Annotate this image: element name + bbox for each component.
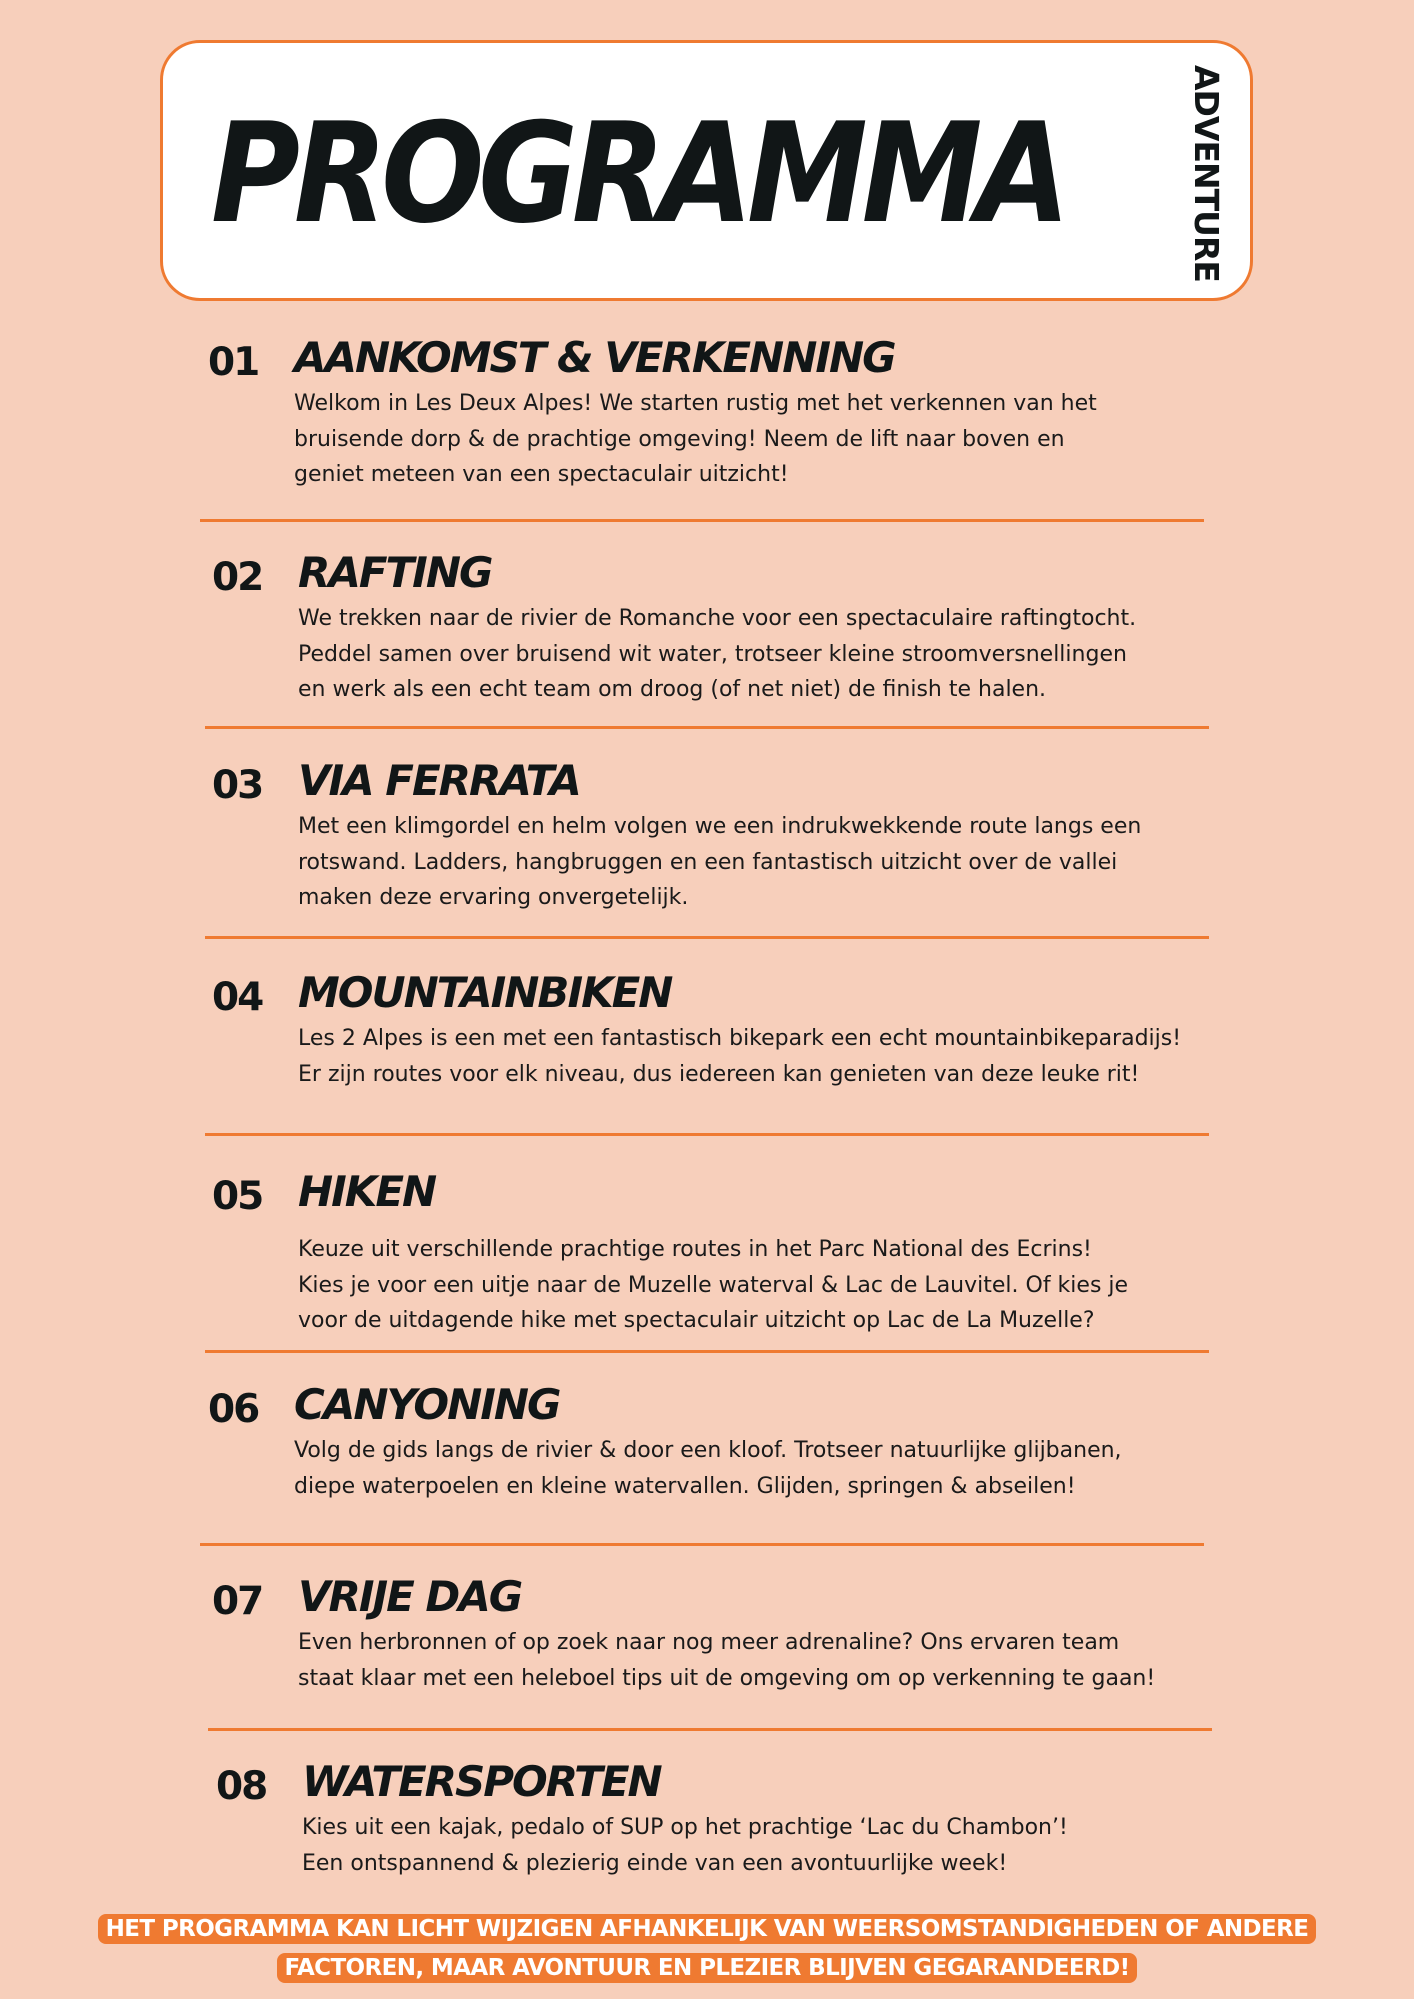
divider (205, 1350, 1209, 1353)
item-title: VRIJE DAG (298, 1572, 522, 1621)
item-description: Les 2 Alpes is een met een fantastisch bikepark een echt mountainbikeparadijs! Er zijn routes voor elk niveau, dus iedereen kan genieten van deze leuke rit! (298, 1026, 1182, 1087)
footer-note-line-2: FACTOREN, MAAR AVONTUUR EN PLEZIER BLIJVEN GEGARANDEERD! (0, 1950, 1414, 1987)
item-number: 02 (212, 555, 263, 600)
item-title: MOUNTAINBIKEN (298, 968, 672, 1017)
item-description: Kies uit een kajak, pedalo of SUP op het prachtige ‘Lac du Chambon’! Een ontspannend & plezierig einde van een avontuurlijke week! (302, 1815, 1068, 1876)
item-description: Met een klimgordel en helm volgen we een indrukwekkende route langs een rotswand. Ladders, hangbruggen en een fantastisch uitzicht over de vallei maken deze ervaring onvergetelijk. (298, 814, 1142, 910)
item-number: 01 (208, 340, 259, 385)
header-box (160, 40, 1253, 301)
item-title: WATERSPORTEN (302, 1757, 661, 1806)
divider (205, 1133, 1209, 1136)
item-description: Keuze uit verschillende prachtige routes in het Parc National des Ecrins! Kies je voor een uitje naar de Muzelle waterval & Lac de Lauvitel. Of kies je voor de uitdagende hike met spectaculair uitzicht op Lac de La Muzelle? (298, 1237, 1129, 1333)
item-description: Welkom in Les Deux Alpes! We starten rustig met het verkennen van het bruisende dorp & de prachtige omgeving! Neem de lift naar boven en geniet meteen van een spectaculair uitzicht! (294, 391, 1097, 487)
footer-note-line-1: HET PROGRAMMA KAN LICHT WIJZIGEN AFHANKELIJK VAN WEERSOMSTANDIGHEDEN OF ANDERE (0, 1911, 1414, 1948)
divider (205, 936, 1209, 939)
divider (200, 1543, 1204, 1546)
item-title: CANYONING (294, 1380, 560, 1429)
item-description: Even herbronnen of op zoek naar nog meer adrenaline? Ons ervaren team staat klaar met een heleboel tips uit de omgeving om op verkenning te gaan! (298, 1630, 1156, 1691)
item-number: 08 (216, 1764, 267, 1809)
item-description: We trekken naar de rivier de Romanche voor een spectaculaire raftingtocht. Peddel samen over bruisend wit water, trotseer kleine stroomversnellingen en werk als een echt team om droog (of net niet) de finish te halen. (298, 606, 1137, 702)
item-number: 05 (212, 1174, 263, 1219)
item-title: AANKOMST & VERKENNING (294, 333, 895, 382)
item-title: HIKEN (298, 1167, 436, 1216)
item-number: 06 (208, 1387, 259, 1432)
side-label: ADVENTURE (1187, 65, 1226, 282)
divider (208, 1728, 1212, 1731)
item-number: 03 (212, 763, 263, 808)
item-description: Volg de gids langs de rivier & door een kloof. Trotseer natuurlijke glijbanen, diepe waterpoelen en kleine watervallen. Glijden, springen & abseilen! (294, 1438, 1122, 1499)
item-title: VIA FERRATA (298, 756, 580, 805)
divider (200, 519, 1204, 522)
item-title: RAFTING (298, 548, 492, 597)
item-number: 07 (212, 1579, 263, 1624)
page-title: PROGRAMMA (211, 93, 1065, 254)
item-number: 04 (212, 975, 263, 1020)
divider (205, 726, 1209, 729)
